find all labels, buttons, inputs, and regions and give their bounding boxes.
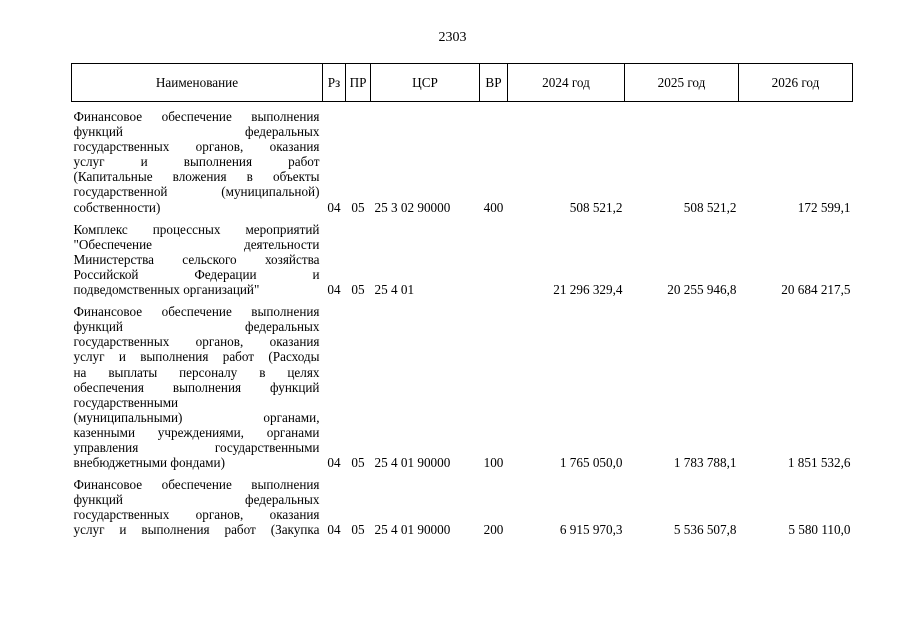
- row-name-line: Финансовое обеспечение выполнения: [73, 304, 320, 320]
- row-name-line: на выплаты персоналу в целях: [73, 364, 320, 380]
- row-csr: 25 3 02 90000: [374, 199, 451, 215]
- row-rz: 04: [327, 455, 341, 471]
- row-name-line: Комплекс процессных мероприятий: [73, 221, 320, 237]
- column-header-pr: ПР: [346, 64, 371, 102]
- row-rz: 04: [327, 282, 341, 298]
- row-rz: 04: [327, 199, 341, 215]
- column-header-2024: 2024 год: [508, 64, 625, 102]
- row-csr: 25 4 01 90000: [374, 455, 451, 471]
- row-vr: 400: [483, 199, 504, 215]
- row-name-line: Российской Федерации и: [73, 266, 320, 282]
- row-2025: 5 536 507,8: [673, 522, 737, 538]
- row-2025: 508 521,2: [683, 199, 737, 215]
- row-name-line: государственных органов, оказания: [73, 334, 320, 350]
- column-header-rz: Рз: [323, 64, 346, 102]
- row-name-line: управления государственными: [73, 439, 320, 455]
- row-name-line: (муниципальными) органами,: [73, 409, 320, 425]
- column-header-2026: 2026 год: [739, 64, 853, 102]
- row-name-line: казенными учреждениями, органами: [73, 424, 320, 440]
- row-csr: 25 4 01: [374, 282, 415, 298]
- table-header-row: [72, 64, 853, 102]
- row-2024: 1 765 050,0: [559, 455, 623, 471]
- row-name-line: услуг и выполнения работ (Расходы: [73, 349, 320, 365]
- row-name-line: услуг и выполнения работ (Закупка: [73, 522, 320, 538]
- column-header-2025: 2025 год: [625, 64, 739, 102]
- row-name: [72, 102, 323, 215]
- row-name-line: внебюджетными фондами): [73, 455, 225, 471]
- row-name-line: Финансовое обеспечение выполнения: [73, 109, 320, 124]
- column-header-csr: ЦСР: [371, 64, 480, 102]
- row-name-line: государственными: [73, 394, 179, 410]
- row-name: [72, 470, 323, 537]
- row-name-line: функций федеральных: [73, 319, 320, 335]
- table-row: [72, 470, 853, 537]
- row-csr: 25 4 01 90000: [374, 522, 451, 538]
- row-pr: 05: [351, 199, 365, 215]
- row-2024: 21 296 329,4: [553, 282, 623, 298]
- row-name: [72, 297, 323, 470]
- row-pr: 05: [351, 282, 365, 298]
- row-2026: 172 599,1: [797, 199, 851, 215]
- row-name-line: государственных органов, оказания: [73, 139, 320, 155]
- row-2024: 6 915 970,3: [559, 522, 623, 538]
- table-row: [72, 297, 853, 470]
- row-vr: 100: [483, 455, 504, 471]
- row-name-line: Министерства сельского хозяйства: [73, 251, 320, 267]
- page-number: 2303: [438, 30, 467, 45]
- row-name: [72, 215, 323, 297]
- row-2026: 5 580 110,0: [788, 522, 851, 538]
- row-name-line: собственности): [73, 199, 161, 215]
- row-name-line: "Обеспечение деятельности: [73, 236, 320, 252]
- column-header-vr: ВР: [480, 64, 508, 102]
- column-header-name: Наименование: [72, 64, 323, 102]
- row-rz: 04: [327, 522, 341, 538]
- table-row: [72, 102, 853, 215]
- row-2025: 20 255 946,8: [667, 282, 737, 298]
- row-name-line: функций федеральных: [73, 492, 320, 508]
- row-name-line: обеспечения выполнения функций: [73, 379, 320, 395]
- row-2026: 1 851 532,6: [787, 455, 851, 471]
- row-name-line: государственной (муниципальной): [73, 184, 320, 200]
- row-name-line: услуг и выполнения работ: [73, 154, 320, 170]
- row-name-line: функций федеральных: [73, 124, 320, 140]
- row-2026: 20 684 217,5: [781, 282, 851, 298]
- row-name-line: подведомственных организаций": [73, 282, 260, 298]
- row-vr: [480, 215, 508, 297]
- row-name-line: (Капитальные вложения в объекты: [73, 169, 320, 185]
- row-2025: 1 783 788,1: [673, 455, 737, 471]
- row-vr: 200: [483, 522, 504, 538]
- budget-table: [71, 63, 853, 538]
- table-row: [72, 215, 853, 297]
- row-name-line: Финансовое обеспечение выполнения: [73, 477, 320, 493]
- row-pr: 05: [351, 522, 365, 538]
- row-pr: 05: [351, 455, 365, 471]
- row-2024: 508 521,2: [569, 199, 623, 215]
- row-name-line: государственных органов, оказания: [73, 507, 320, 523]
